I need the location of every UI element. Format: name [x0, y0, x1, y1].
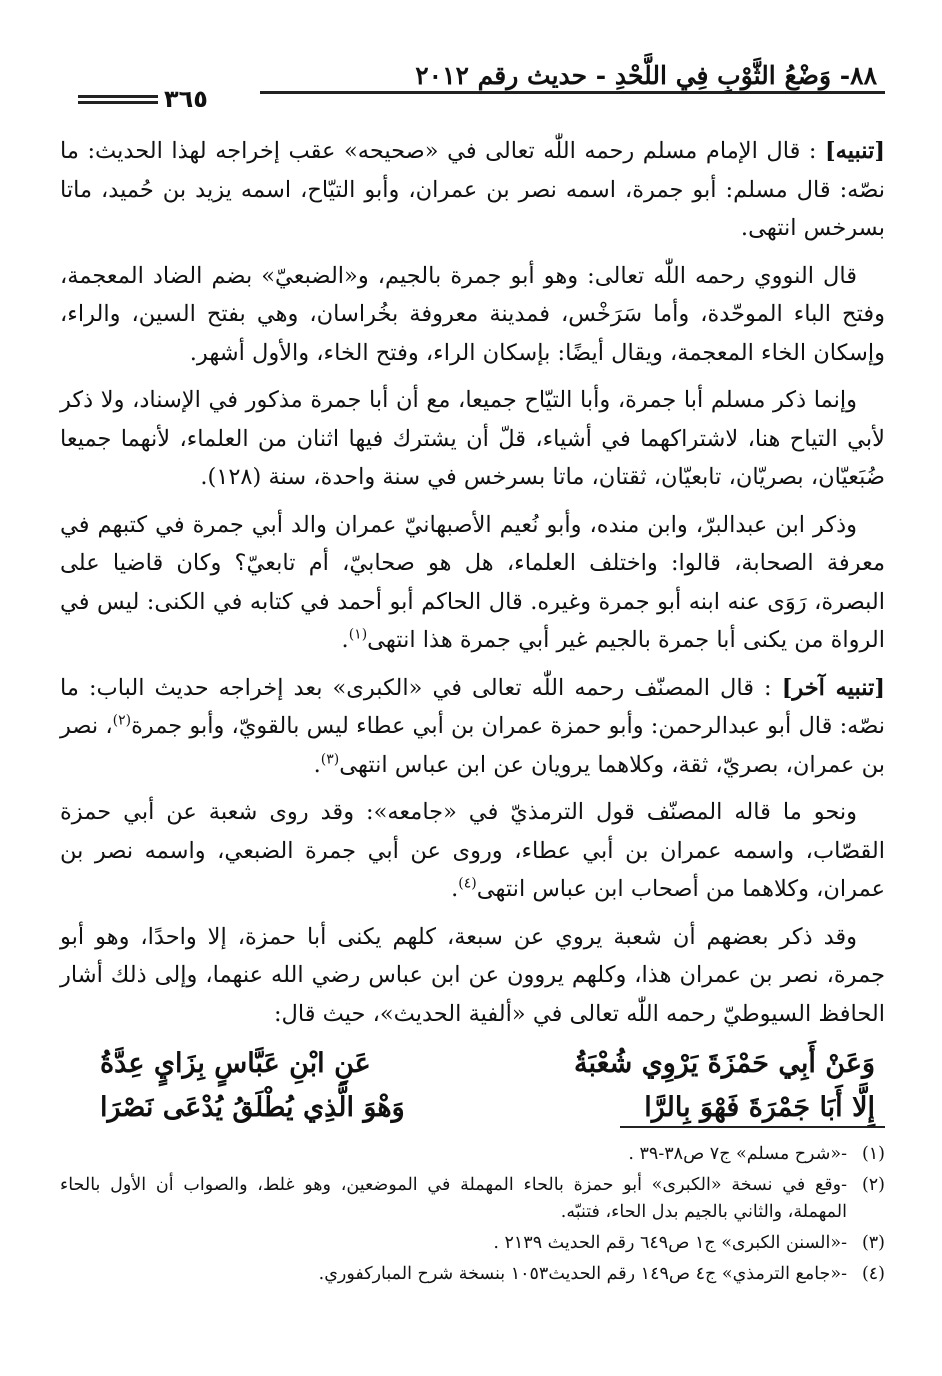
footnote-number: (١): [861, 1144, 885, 1164]
paragraph-text: وإنما ذكر مسلم أبا جمرة، وأبا التيّاح جميعا، مع أن أبا جمرة مذكور في الإسناد، ولا ذكر لأبي التياح هنا، لاشتراكهما في أشياء، قلّ أن يشترك فيها اثنان من العلماء، لأنهما جميعا ضُبَعيّان، بصريّان، تابعيّان، ثقتان، ماتا بسرخس في سنة واحدة، سنة (١٢٨).: [60, 387, 885, 490]
footnote-number: (٤): [861, 1264, 885, 1284]
poem-line: [60, 1042, 885, 1086]
footnote: [60, 1230, 885, 1257]
footnotes: [60, 1141, 885, 1292]
paragraph-end: .: [341, 627, 349, 653]
footnote: [60, 1172, 885, 1226]
book-page: [60, 55, 885, 1355]
paragraph-text: وقد ذكر بعضهم أن شعبة يروي عن سبعة، كلهم يكنى أبا حمزة، إلا واحدًا، وهو أبو جمرة، نصر بن عمران هذا، وكلهم يروون عن ابن عباس رضي الله عنهما، وإلى ذلك أشار الحافظ السيوطيّ رحمه اللّٰه تعالى في «ألفية الحديث»، حيث قال:: [60, 923, 885, 1027]
footnote-text: -«شرح مسلم» ج٧ ص٣٨-٣٩ .: [628, 1144, 847, 1164]
footnote-number: (٣): [861, 1233, 885, 1253]
paragraph-nawawi: [60, 257, 885, 373]
poem-hemistich-second: وَهْوَ الَّذِي يُطْلَقُ يُدْعَى نَصْرَا: [100, 1092, 405, 1123]
tanbih-akhar-label: [تنبيه آخر]: [781, 674, 885, 701]
paragraph-end: .: [451, 876, 459, 902]
paragraph-text: : قال المصنّف رحمه اللّٰه تعالى في «الكبرى» بعد إخراجه حديث الباب: ما نصّه: قال أبو عبدالرحمن: وأبو حمزة عمران بن أبي عطاء ليس بالقويّ، وأبو جمرة: [60, 674, 885, 739]
header-decoration: [78, 95, 158, 109]
poem-line: [60, 1086, 885, 1130]
footnote-number: (٢): [861, 1175, 885, 1195]
footnote-ref[interactable]: (١): [348, 626, 368, 643]
poem-hemistich-second: عَنِ ابْنِ عَبَّاسٍ بِزَايٍ عِدَّةُ: [100, 1048, 371, 1079]
poem-hemistich-first: إِلَّا أَبَا جَمْرَةَ فَهْوَ بِالرَّا: [644, 1092, 875, 1123]
paragraph-text: قال النووي رحمه اللّٰه تعالى: وهو أبو جمرة بالجيم، و«الضبعيّ» بضم الضاد المعجمة، وفتح الباء الموحّدة، وأما سَرَخْس، فمدينة معروفة بخُراسان، وهي بفتح السين، والراء، وإسكان الخاء المعجمة، ويقال أيضًا: بإسكان الراء، وفتح الخاء، والأول أشهر.: [60, 262, 885, 366]
paragraph-tanbih-akhar: [60, 669, 885, 785]
paragraph-shuba: [60, 918, 885, 1034]
tanbih-label: [تنبيه]: [825, 138, 885, 164]
paragraph-text: ، نصر بن عمران، بصريّ، ثقة، وكلاهما يرويان عن ابن عباس انتهى: [60, 713, 885, 778]
paragraph-muslim-mention: [60, 381, 885, 497]
header-rule: [260, 91, 885, 94]
paragraph-text: وذكر ابن عبدالبرّ، وابن منده، وأبو نُعيم الأصبهانيّ عمران والد أبي جمرة في كتبهم في معرفة الصحابة، قالوا: واختلف العلماء، هل هو صحابيّ، أم تابعيّ؟ وكان قاضيا على البصرة، رَوَى عنه ابنه أبو جمرة وغيره. قال الحاكم أبو أحمد في كتابه في الكنى: ليس في الرواة من يكنى أبا جمرة بالجيم غير أبي جمرة هذا انتهى: [60, 511, 885, 653]
footnote-ref[interactable]: (٣): [320, 751, 340, 767]
footnote: [60, 1261, 885, 1288]
paragraph-ibn-abdilbarr: [60, 506, 885, 660]
paragraph-tanbih: [60, 132, 885, 248]
footnote-ref[interactable]: (٤): [458, 875, 477, 892]
running-title: ٨٨- وَضْعُ الثَّوْبِ فِي اللَّحْدِ - حديث رقم ٢٠١٢: [415, 61, 877, 90]
footnote-text: -وقع في نسخة «الكبرى» أبو حمزة بالحاء المهملة في الموضعين، وهو غلط، والصواب أن الأول بالحاء المهملة، والثاني بالجيم بدل الحاء، فتنبّه.: [60, 1175, 847, 1222]
footnote-ref[interactable]: (٢): [112, 712, 132, 729]
paragraph-text: ونحو ما قاله المصنّف قول الترمذيّ في «جامعه»: وقد روى شعبة عن أبي حمزة القصّاب، واسمه عمران بن أبي عطاء، وروى عن أبي جمرة الضبعي، واسمه نصر بن عمران، وكلاهما من أصحاب ابن عباس انتهى: [60, 799, 885, 902]
footnote-separator: [620, 1126, 885, 1128]
main-text: [60, 132, 885, 1130]
paragraph-tirmidhi: [60, 793, 885, 909]
footnote-text: -«جامع الترمذي» ج٤ ص١٤٩ رقم الحديث١٠٥٣ بنسخة شرح المباركفوري.: [318, 1264, 847, 1284]
footnote-text: -«السنن الكبرى» ج١ ص٦٤٩ رقم الحديث ٢١٣٩ .: [493, 1233, 847, 1253]
page-header: [60, 55, 885, 115]
footnote: [60, 1141, 885, 1168]
paragraph-end: .: [313, 751, 321, 778]
poem: [60, 1042, 885, 1130]
paragraph-text: : قال الإمام مسلم رحمه اللّٰه تعالى في «صحيحه» عقب إخراجه لهذا الحديث: ما نصّه: قال مسلم: أبو جمرة، اسمه نصر بن عمران، وأبو التيّاح، اسمه يزيد بن حُميد، ماتا بسرخس انتهى.: [60, 138, 885, 241]
page-number: ٣٦٥: [156, 85, 216, 113]
poem-hemistich-first: وَعَنْ أَبِي حَمْزَةَ يَرْوِي شُعْبَةُ: [573, 1048, 875, 1079]
